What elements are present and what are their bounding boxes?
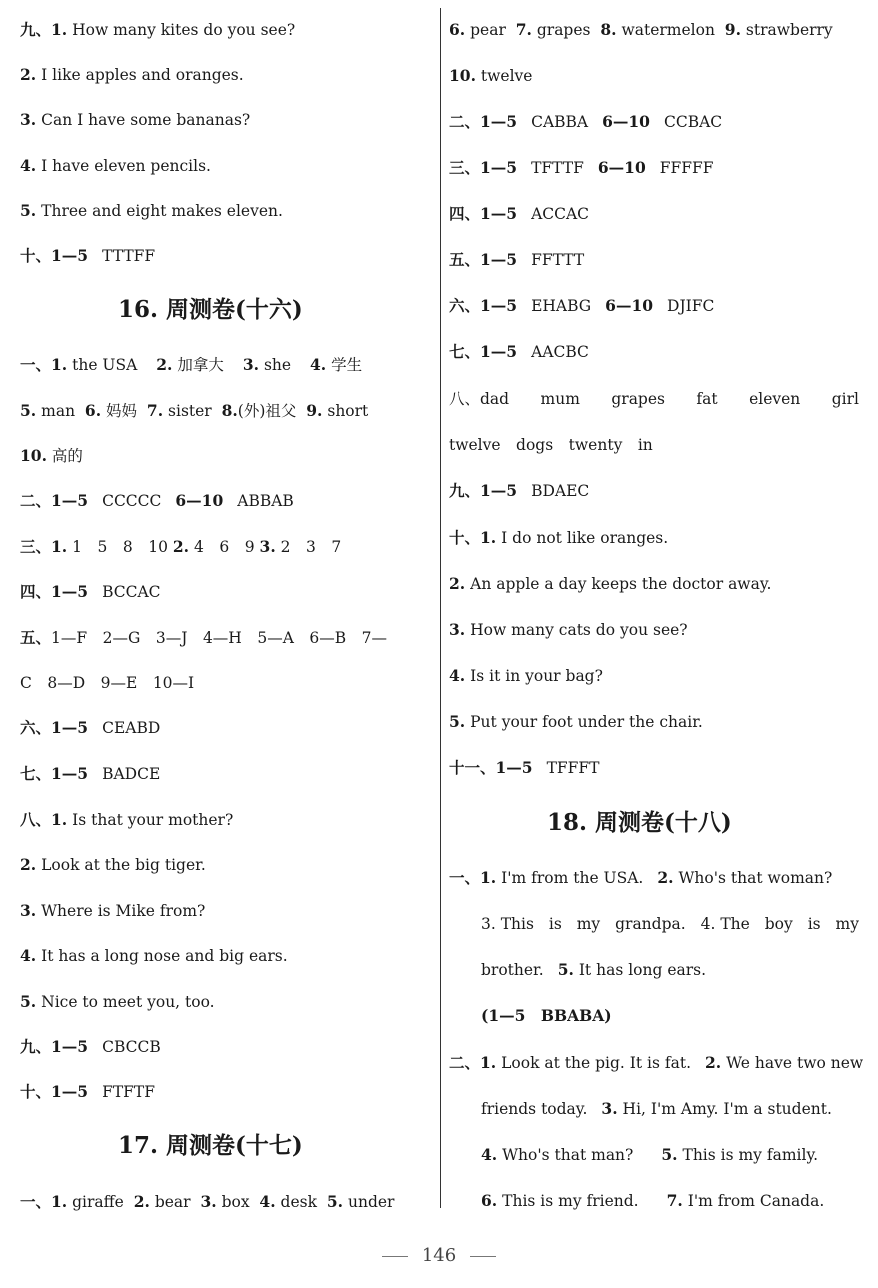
answer-line: C 8—D 9—E 10—I <box>20 674 195 692</box>
answer-line: 九、1—5 BDAEC <box>449 481 590 500</box>
answer-line: 二、1—5 CABBA 6—10 CCBAC <box>449 112 723 131</box>
footer-dash <box>470 1256 496 1257</box>
answer-line: 2. Look at the big tiger. <box>20 855 206 874</box>
answer-line: 十一、1—5 TFFFT <box>449 758 600 777</box>
answer-line: 九、1—5 CBCCB <box>20 1037 161 1056</box>
answer-line: 九、1. How many kites do you see? <box>20 20 296 39</box>
answer-line: 3. How many cats do you see? <box>449 620 688 639</box>
answer-line: 4. It has a long nose and big ears. <box>20 946 288 965</box>
answer-line: 一、1. the USA 2. 加拿大 3. she 4. 学生 <box>20 355 363 374</box>
answer-line: 5. Three and eight makes eleven. <box>20 201 283 220</box>
answer-line: 十、1—5 TTTFF <box>20 246 156 265</box>
answer-line: 4. I have eleven pencils. <box>20 156 211 175</box>
answer-line: 八、1. Is that your mother? <box>20 810 234 829</box>
answer-line: 六、1—5 CEABD <box>20 718 161 737</box>
answer-line: 四、1—5 BCCAC <box>20 582 161 601</box>
answer-line: 五、1—5 FFTTT <box>449 250 585 269</box>
section-heading-18: 18. 周测卷(十八) <box>547 809 732 836</box>
answer-line: 八、dad mum grapes fat eleven girl <box>449 390 859 408</box>
answer-line: 十、1. I do not like oranges. <box>449 528 669 547</box>
answer-line: 一、1. giraffe 2. bear 3. box 4. desk 5. under <box>20 1192 395 1211</box>
answer-line: 五、1—F 2—G 3—J 4—H 5—A 6—B 7— <box>20 628 387 647</box>
section-heading-16: 16. 周测卷(十六) <box>118 296 303 323</box>
answer-line: 5. Put your foot under the chair. <box>449 712 703 731</box>
answer-line: 5. man 6. 妈妈 7. sister 8.(外)祖父 9. short <box>20 401 369 420</box>
answer-line: 2. An apple a day keeps the doctor away. <box>449 574 772 593</box>
answer-line: 七、1—5 BADCE <box>20 764 161 783</box>
answer-line: 3. This is my grandpa. 4. The boy is my <box>481 915 859 933</box>
answer-line: 三、1—5 TFTTF 6—10 FFFFF <box>449 158 714 177</box>
answer-line: 3. Where is Mike from? <box>20 901 206 920</box>
page-number: 146 <box>421 1245 457 1266</box>
answer-line: (1—5 BBABA) <box>481 1006 612 1025</box>
answer-line: 10. 高的 <box>20 446 83 465</box>
answer-line: brother. 5. It has long ears. <box>481 960 707 979</box>
column-divider <box>440 8 441 1208</box>
answer-line: 六、1—5 EHABG 6—10 DJIFC <box>449 296 715 315</box>
answer-line: 2. I like apples and oranges. <box>20 65 244 84</box>
section-heading-17: 17. 周测卷(十七) <box>118 1132 303 1159</box>
answer-line: 4. Is it in your bag? <box>449 666 603 685</box>
answer-line: 10. twelve <box>449 66 533 85</box>
answer-line: 二、1—5 CCCCC 6—10 ABBAB <box>20 491 294 510</box>
answer-line: 4. Who's that man? 5. This is my family. <box>481 1145 819 1164</box>
answer-line: 四、1—5 ACCAC <box>449 204 590 223</box>
answer-line: 6. This is my friend. 7. I'm from Canada. <box>481 1191 825 1210</box>
answer-line: 3. Can I have some bananas? <box>20 110 251 129</box>
footer-dash <box>382 1256 408 1257</box>
answer-line: twelve dogs twenty in <box>449 436 653 454</box>
answer-line: 七、1—5 AACBC <box>449 342 589 361</box>
answer-line: 5. Nice to meet you, too. <box>20 992 215 1011</box>
page-footer <box>0 1245 878 1266</box>
answer-line: 十、1—5 FTFTF <box>20 1082 156 1101</box>
answer-line: 一、1. I'm from the USA. 2. Who's that woman? <box>449 868 833 887</box>
answer-line: 6. pear 7. grapes 8. watermelon 9. strawberry <box>449 20 833 39</box>
answer-line: 二、1. Look at the pig. It is fat. 2. We have two new <box>449 1053 864 1072</box>
answer-line: 三、1. 1 5 8 10 2. 4 6 9 3. 2 3 7 <box>20 537 342 556</box>
answer-line: friends today. 3. Hi, I'm Amy. I'm a student. <box>481 1099 832 1118</box>
